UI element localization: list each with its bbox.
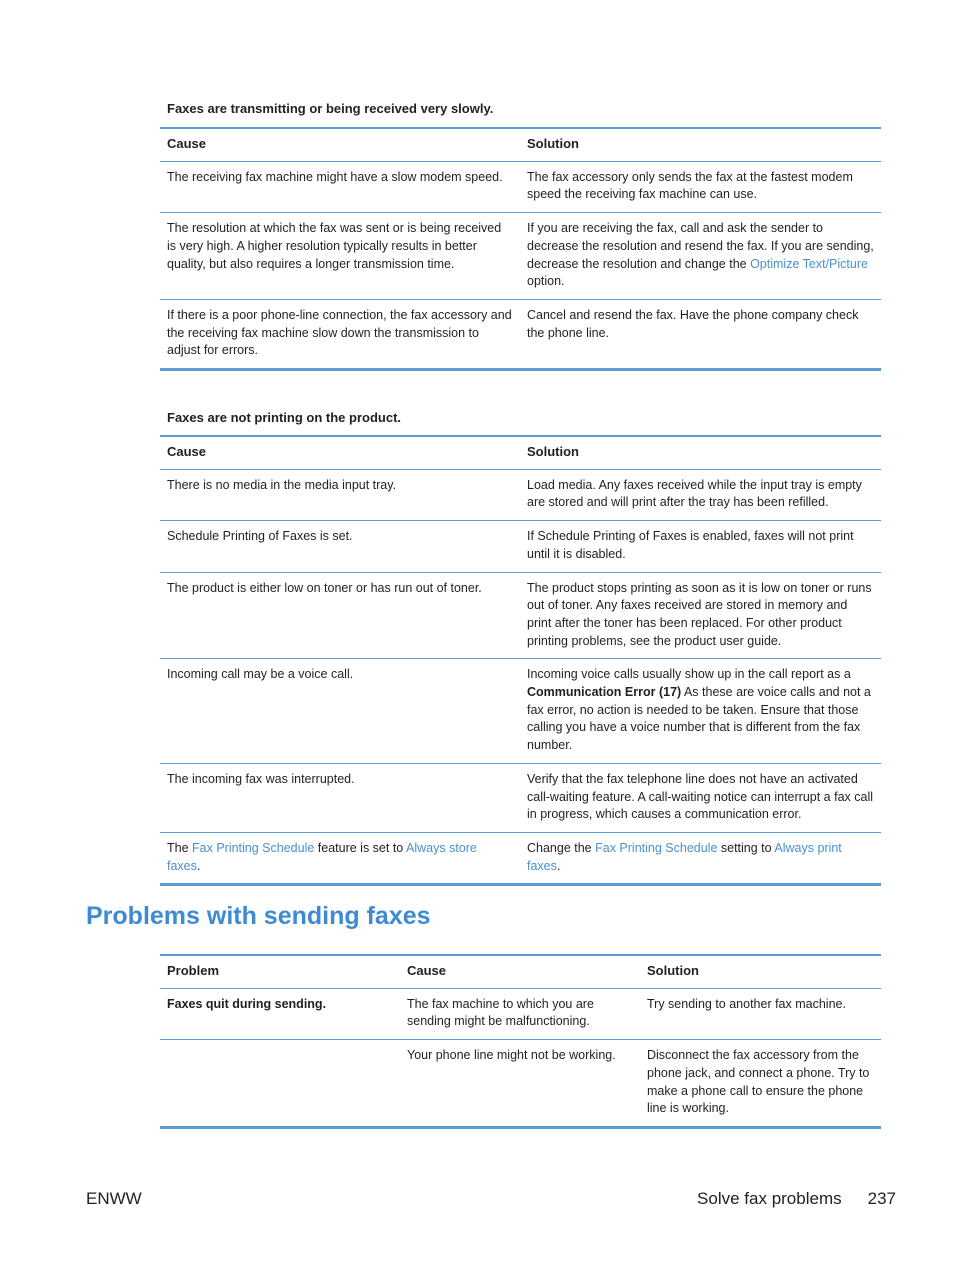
footer-locale: ENWW — [86, 1189, 142, 1208]
solution-cell: Try sending to another fax machine. — [647, 996, 846, 1011]
table-header-row — [160, 955, 881, 988]
footer-right — [671, 1189, 896, 1209]
section-heading: Problems with sending faxes — [86, 902, 431, 930]
solution-cell: Verify that the fax telephone line does not have an activated call-waiting feature. A call-waiting notice can interrupt a fax call in progress, which causes a communication error. — [527, 771, 874, 822]
table-row — [160, 521, 881, 572]
solution-cell: If Schedule Printing of Faxes is enabled, faxes will not print until it is disabled. — [527, 529, 854, 561]
table-row — [160, 1040, 881, 1128]
table-row — [160, 572, 881, 659]
table-title-not-printing: Faxes are not printing on the product. — [167, 410, 402, 425]
table-row — [160, 763, 881, 832]
cause-cell — [160, 832, 520, 884]
table-row — [160, 161, 881, 212]
solution-text: . — [556, 858, 561, 873]
cause-cell: Schedule Printing of Faxes is set. — [167, 529, 353, 544]
problem-cell: Faxes quit during sending. — [167, 996, 327, 1011]
solution-text: Incoming voice calls usually show up in the call report as a — [527, 667, 851, 682]
cause-cell: The product is either low on toner or has run out of toner. — [167, 580, 482, 595]
table-row — [160, 659, 881, 764]
always-print-faxes-link[interactable]: Always print faxes — [527, 840, 842, 873]
solution-cell: The product stops printing as soon as it is low on toner or runs out of toner. Any faxes received are stored in memory and print after the toner has been replaced. For other product printing problems, see the product user guide. — [527, 580, 872, 648]
header-cause: Cause — [167, 136, 207, 151]
table-row — [160, 299, 881, 369]
cause-cell: There is no media in the media input tray. — [167, 477, 397, 492]
optimize-text-picture-link[interactable]: Optimize Text/Picture — [750, 256, 868, 271]
cause-text: . — [196, 858, 201, 873]
solution-text: As these are voice calls and not a fax error, no action is needed to be taken. Ensure that those calling you have a voice number that is different from the fax number. — [527, 685, 871, 753]
cause-cell: Incoming call may be a voice call. — [167, 667, 354, 682]
cause-cell: If there is a poor phone-line connection, the fax accessory and the receiving fax machine slow down the transmission to adjust for errors. — [167, 307, 512, 358]
table-not-printing — [160, 435, 881, 886]
always-store-faxes-link[interactable]: Always store faxes — [167, 840, 477, 873]
fax-printing-schedule-link[interactable]: Fax Printing Schedule — [595, 840, 718, 855]
page-number: 237 — [867, 1189, 896, 1208]
header-cause: Cause — [167, 444, 207, 459]
fax-printing-schedule-link[interactable]: Fax Printing Schedule — [192, 840, 315, 855]
solution-text: Change the — [527, 840, 596, 855]
problem-cell — [160, 1040, 400, 1128]
header-cause: Cause — [407, 963, 447, 978]
solution-cell — [520, 659, 881, 764]
table-title-slow-faxes: Faxes are transmitting or being received very slowly. — [167, 101, 494, 116]
cause-cell: The receiving fax machine might have a slow modem speed. — [167, 169, 503, 184]
header-solution: Solution — [647, 963, 699, 978]
solution-cell: The fax accessory only sends the fax at the fastest modem speed the receiving fax machine can use. — [527, 169, 853, 202]
cause-cell: The resolution at which the fax was sent or is being received is very high. A higher resolution typically results in better quality, but also requires a longer transmission time. — [167, 221, 502, 271]
table-header-row — [160, 436, 881, 469]
solution-text: option. — [527, 274, 565, 289]
table-row — [160, 832, 881, 884]
solution-cell — [520, 832, 881, 884]
table-row — [160, 213, 881, 300]
header-solution: Solution — [527, 136, 579, 151]
solution-text: setting to — [717, 840, 775, 855]
table-row — [160, 988, 881, 1039]
solution-cell: Load media. Any faxes received while the input tray is empty are stored and will print after the tray has been refilled. — [527, 477, 862, 510]
solution-cell — [520, 213, 881, 300]
header-problem: Problem — [167, 963, 220, 978]
solution-text: If you are receiving the fax, call and ask the sender to decrease the resolution and resend the fax. If you are sending, decrease the resolution and change the — [527, 221, 874, 271]
cause-cell: Your phone line might not be working. — [407, 1048, 616, 1063]
cause-cell: The incoming fax was interrupted. — [167, 771, 355, 786]
cause-text: The — [167, 840, 193, 855]
cause-cell: The fax machine to which you are sending might be malfunctioning. — [407, 996, 594, 1029]
header-solution: Solution — [527, 444, 579, 459]
communication-error-label: Communication Error (17) — [527, 685, 682, 700]
table-row — [160, 469, 881, 520]
footer-section-title: Solve fax problems — [697, 1189, 842, 1208]
table-header-row — [160, 128, 881, 161]
solution-cell: Disconnect the fax accessory from the phone jack, and connect a phone. Try to make a phone call to ensure the phone line is working. — [647, 1048, 870, 1116]
cause-text: feature is set to — [314, 840, 407, 855]
table-slow-faxes — [160, 127, 881, 371]
table-sending-problems — [160, 954, 881, 1129]
solution-cell: Cancel and resend the fax. Have the phone company check the phone line. — [527, 307, 859, 340]
